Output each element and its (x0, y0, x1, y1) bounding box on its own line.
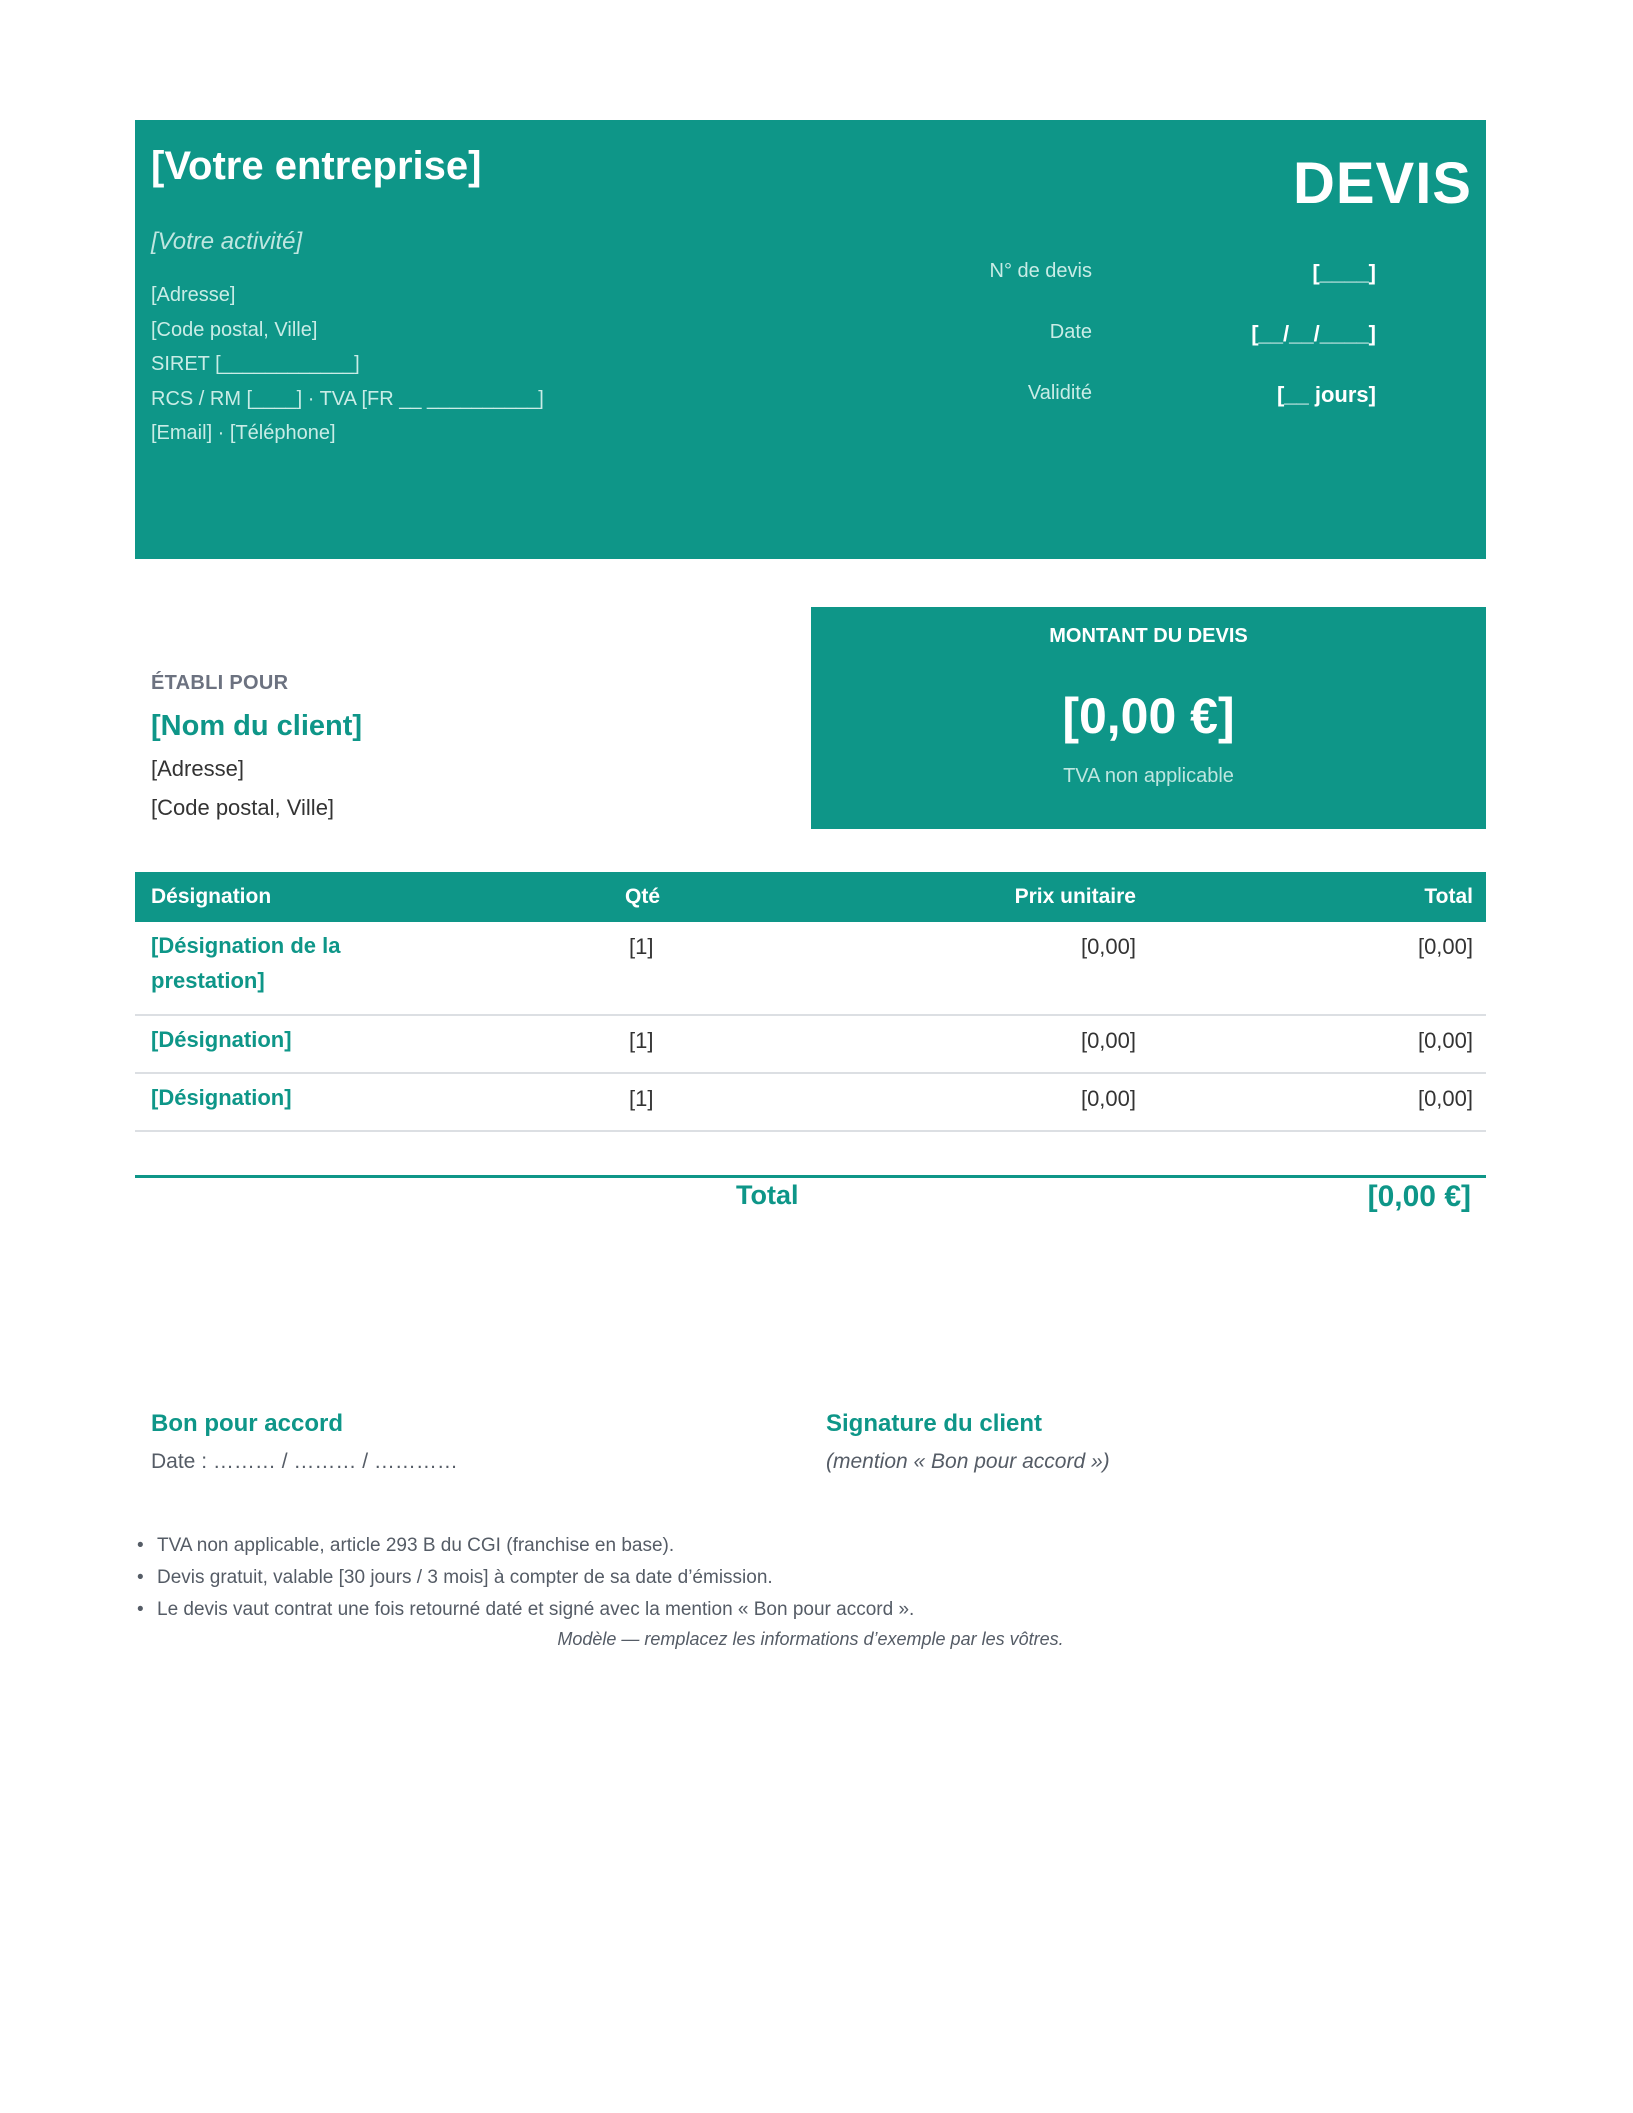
company-name: [Votre entreprise] (151, 144, 482, 188)
meta-label: Validité (1027, 382, 1092, 404)
row-total: [0,00] (1417, 934, 1473, 959)
meta-value: [____] (1312, 260, 1376, 285)
meta-value: [__ jours] (1276, 382, 1376, 407)
client-signature-title: Signature du client (826, 1410, 1043, 1437)
row-unit-price: [0,00] (1080, 1028, 1136, 1053)
client-name: [Nom du client] (151, 710, 363, 742)
meta-row-validity (135, 382, 1486, 418)
company-address-block (151, 278, 544, 451)
table-row (135, 1074, 1486, 1132)
table-row (135, 922, 1486, 1016)
meta-row-date (135, 321, 1486, 357)
row-qty: [1] (629, 934, 654, 959)
meta-label: N° de devis (989, 260, 1092, 282)
header-band (135, 120, 1486, 559)
grand-total-value: [0,00 €] (1367, 1180, 1471, 1213)
bill-to-heading: ÉTABLI POUR (151, 672, 289, 694)
amount-value: [0,00 €] (1062, 688, 1235, 744)
company-city: [Code postal, Ville] (151, 318, 318, 341)
row-designation: [Désignation] (151, 1027, 292, 1052)
amount-note: TVA non applicable (1063, 765, 1234, 787)
company-siret: SIRET [____________] (151, 353, 360, 375)
amount-heading: MONTANT DU DEVIS (1049, 625, 1248, 647)
meta-value: [__/__/____] (1251, 321, 1376, 346)
approval-title: Bon pour accord (151, 1410, 344, 1437)
column-header-unit-price: Prix unitaire (1014, 885, 1136, 908)
template-footer-note: Modèle — remplacez les informations d’exemple par les vôtres. (557, 1629, 1064, 1649)
client-address: [Adresse] (151, 756, 244, 781)
table-row (135, 1016, 1486, 1074)
terms-item: • Devis gratuit, valable [30 jours / 3 mois] à compter de sa date d’émission. (135, 1562, 914, 1594)
row-total: [0,00] (1417, 1028, 1473, 1053)
company-address: [Adresse] (151, 284, 236, 306)
document-title: DEVIS (1292, 151, 1472, 216)
row-qty: [1] (629, 1028, 654, 1053)
client-signature-hint: (mention « Bon pour accord ») (826, 1450, 1110, 1473)
column-header-qty: Qté (625, 885, 661, 908)
amount-box (811, 607, 1486, 829)
total-divider (135, 1175, 1486, 1178)
company-rcs-tva: RCS / RM [____] · TVA [FR __ __________] (151, 387, 544, 410)
items-table-header (135, 872, 1486, 922)
terms-item: • TVA non applicable, article 293 B du CGI (franchise en base). (135, 1530, 914, 1562)
meta-row-quote-number (135, 260, 1486, 296)
client-city: [Code postal, Ville] (151, 795, 335, 820)
terms-list (135, 1530, 914, 1626)
company-contact: [Email] · [Téléphone] (151, 422, 336, 444)
company-activity: [Votre activité] (151, 228, 303, 255)
row-unit-price: [0,00] (1080, 934, 1136, 959)
row-designation: [Désignation] (151, 1085, 292, 1110)
column-header-total: Total (1424, 885, 1473, 908)
terms-item: • Le devis vaut contrat une fois retourné daté et signé avec la mention « Bon pour accord ». (135, 1594, 914, 1626)
meta-label: Date (1049, 321, 1092, 343)
row-unit-price: [0,00] (1080, 1086, 1136, 1111)
approval-date-line: Date : ……… / ……… / ………… (151, 1450, 458, 1473)
column-header-designation: Désignation (151, 885, 272, 908)
row-qty: [1] (629, 1086, 654, 1111)
row-total: [0,00] (1417, 1086, 1473, 1111)
grand-total-label: Total (736, 1180, 799, 1210)
row-designation: [Désignation de la prestation] (151, 933, 341, 993)
